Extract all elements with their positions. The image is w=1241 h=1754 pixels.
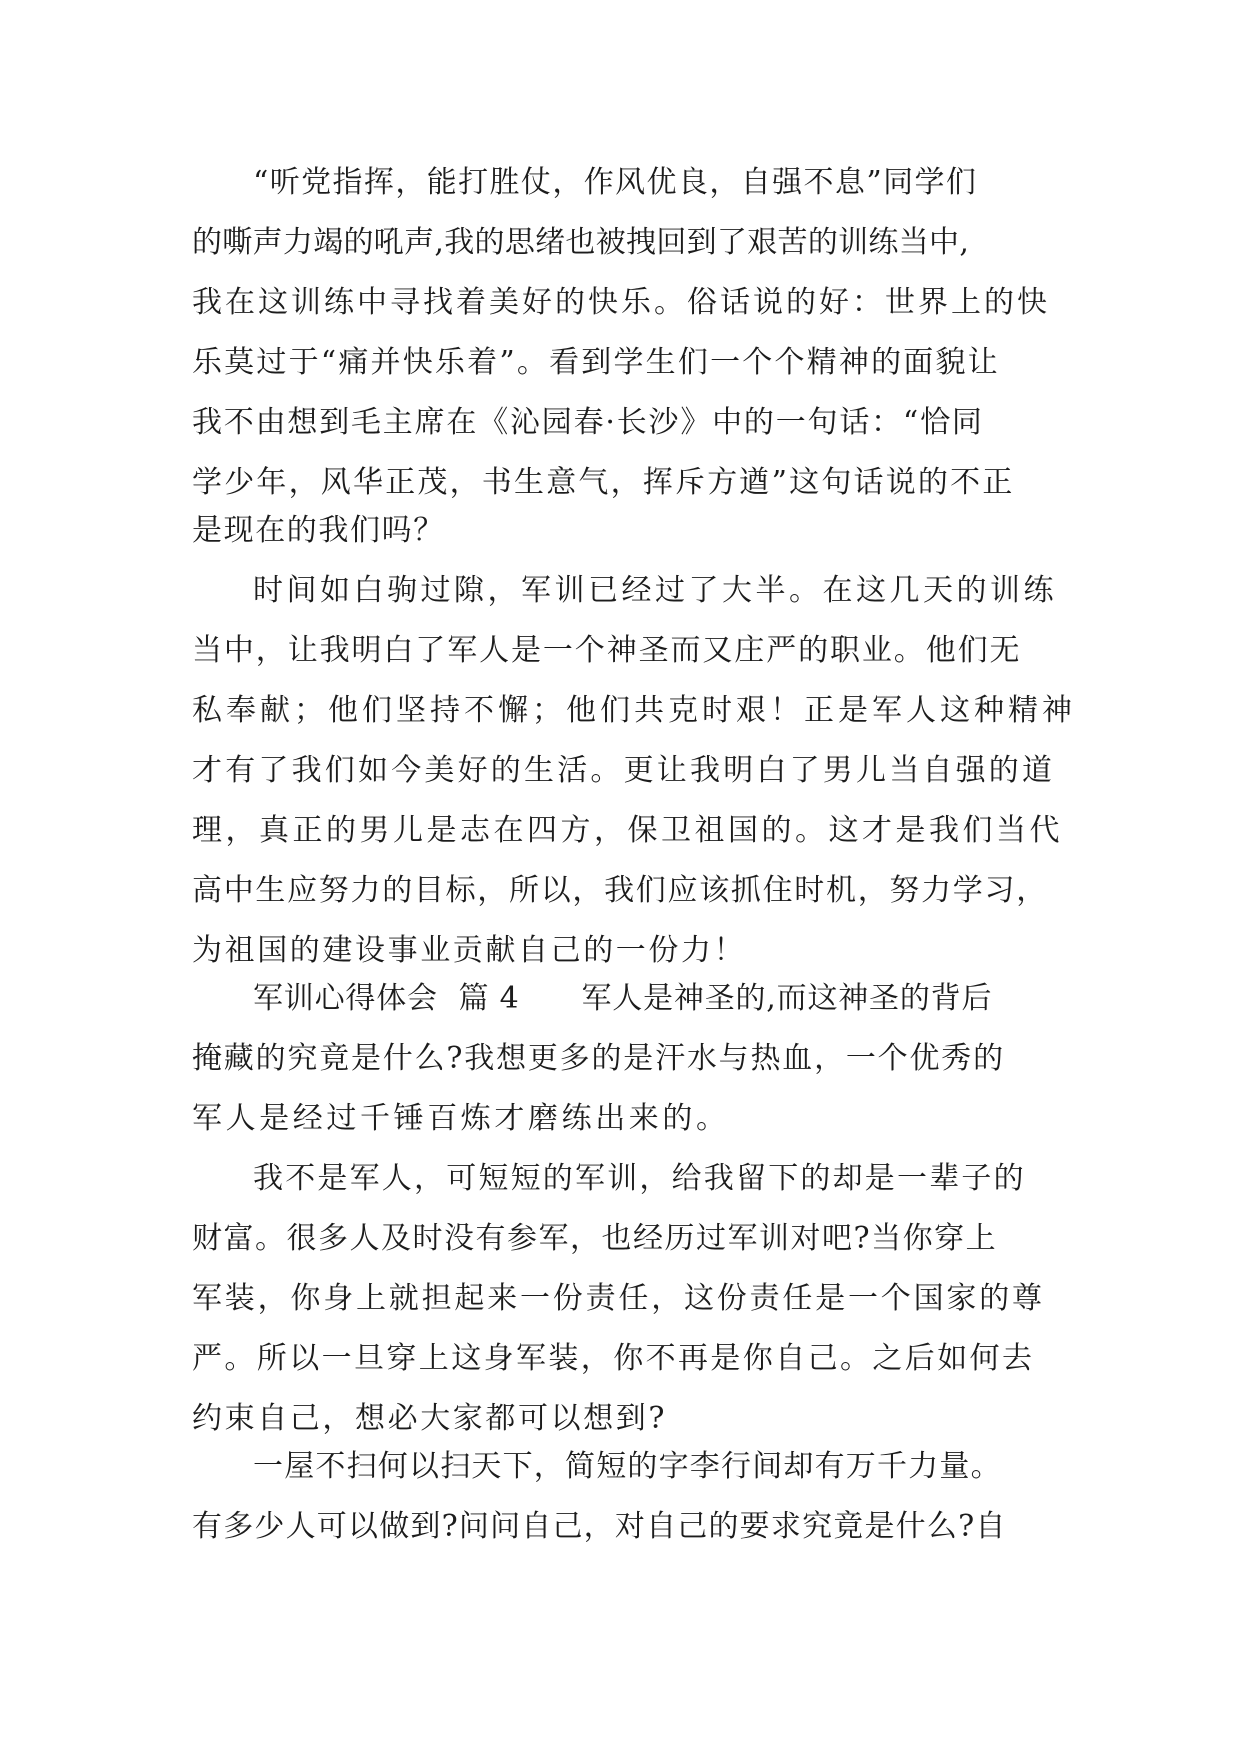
paragraph-3-line-2: 掩藏的究竟是什么?我想更多的是汗水与热血，一个优秀的: [192, 1041, 1005, 1076]
paragraph-2-line-7: 为祖国的建设事业贡献自己的一份力！: [192, 933, 747, 968]
paragraph-3-line-3: 军人是经过千锤百炼才磨练出来的。: [192, 1101, 730, 1136]
paragraph-1-line-4: 乐莫过于“痛并快乐着”。看到学生们一个个精神的面貌让: [192, 345, 1000, 380]
paragraph-1-line-3: 我在这训练中寻找着美好的快乐。俗话说的好：世界上的快: [192, 285, 1050, 320]
paragraph-2-line-5: 理，真正的男儿是志在四方，保卫祖国的。这才是我们当代: [192, 813, 1063, 848]
paragraph-2-line-3: 私奉献；他们坚持不懈；他们共克时艰！正是军人这种精神: [192, 693, 1076, 728]
paragraph-4-line-1: 我不是军人，可短短的军训，给我留下的却是一辈子的: [253, 1161, 1026, 1196]
paragraph-2-line-4: 才有了我们如今美好的生活。更让我明白了男儿当自强的道: [192, 753, 1056, 788]
paragraph-1-line-2: 的嘶声力竭的吼声,我的思绪也被拽回到了艰苦的训练当中,: [192, 225, 970, 260]
paragraph-5-line-2: 有多少人可以做到?问问自己，对自己的要求究竟是什么?自: [192, 1509, 1007, 1544]
paragraph-4-line-2: 财富。很多人及时没有参军，也经历过军训对吧?当你穿上: [192, 1221, 998, 1256]
paragraph-2-line-2: 当中，让我明白了军人是一个神圣而又庄严的职业。他们无: [192, 633, 1022, 668]
paragraph-4-line-5: 约束自己，想必大家都可以想到?: [192, 1401, 668, 1436]
paragraph-1-line-7: 是现在的我们吗？: [192, 513, 445, 548]
paragraph-2-line-1: 时间如白驹过隙，军训已经过了大半。在这几天的训练: [253, 573, 1057, 608]
paragraph-4-line-3: 军装，你身上就担起来一份责任，这份责任是一个国家的尊: [192, 1281, 1045, 1316]
section-heading-line: 军训心得体会 篇 4 军人是神圣的,而这神圣的背后: [253, 981, 993, 1016]
paragraph-1-line-1: “听党指挥，能打胜仗，作风优良，自强不息”同学们: [253, 165, 978, 200]
paragraph-5-line-1: 一屋不扫何以扫天下，简短的字李行间却有万千力量。: [253, 1449, 1002, 1484]
paragraph-4-line-4: 严。所以一旦穿上这身军装，你不再是你自己。之后如何去: [192, 1341, 1035, 1376]
paragraph-1-line-6: 学少年，风华正茂，书生意气，挥斥方遒”这句话说的不正: [192, 465, 1015, 500]
paragraph-2-line-6: 高中生应努力的目标，所以，我们应该抓住时机，努力学习，: [192, 873, 1048, 908]
paragraph-1-line-5: 我不由想到毛主席在《沁园春·长沙》中的一句话：“恰同: [192, 405, 984, 440]
